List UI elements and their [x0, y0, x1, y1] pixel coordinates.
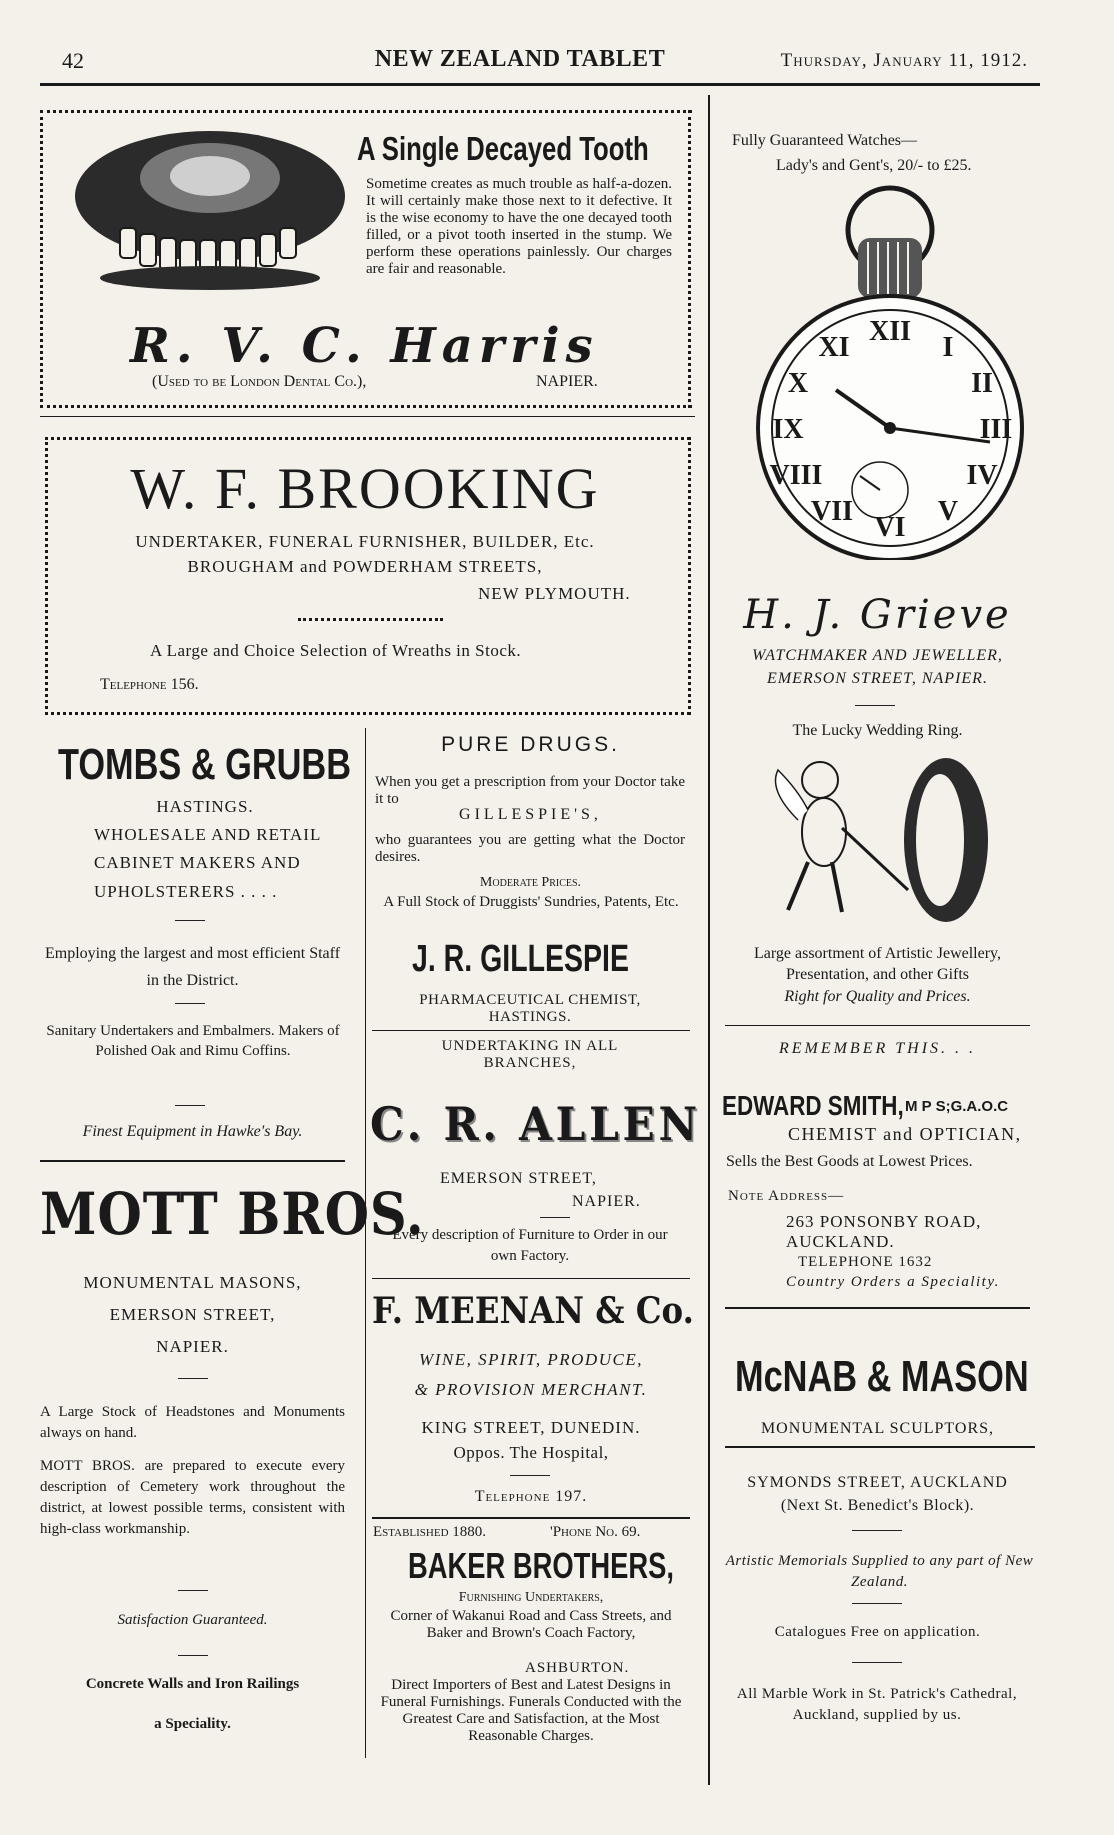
separator: [372, 1517, 690, 1519]
svg-text:II: II: [971, 368, 993, 399]
tombs-town: HASTINGS.: [156, 797, 254, 816]
baker-sub: Furnishing Undertakers,: [458, 1590, 604, 1605]
border-top: [40, 110, 692, 113]
mott-concrete-2: a Speciality.: [154, 1716, 231, 1732]
brooking-telephone: Telephone 156.: [100, 676, 199, 693]
harris-footer-right: NAPIER.: [536, 373, 598, 390]
allen-street: EMERSON STREET,: [440, 1170, 597, 1187]
grieve-street: EMERSON STREET, NAPIER.: [767, 670, 988, 687]
baker-address: Corner of Wakanui Road and Cass Streets, and Baker and Brown's Coach Factory,: [390, 1608, 672, 1641]
separator: [725, 1025, 1030, 1026]
short-rule: [540, 1217, 570, 1218]
separator: [725, 1307, 1030, 1309]
grieve-trade: WATCHMAKER AND JEWELLER,: [752, 647, 1003, 664]
svg-text:X: X: [787, 368, 809, 399]
mcnab-name: McNAB & MASON: [735, 1352, 1029, 1401]
baker-phone: 'Phone No. 69.: [550, 1524, 641, 1540]
header-rule: [40, 83, 1040, 86]
mott-line2: EMERSON STREET,: [109, 1305, 276, 1324]
harris-footer-left: (Used to be London Dental Co.),: [152, 373, 367, 390]
meenan-line1: WINE, SPIRIT, PRODUCE,: [419, 1350, 643, 1369]
short-rule: [178, 1590, 208, 1591]
baker-body: Direct Importers of Best and Latest Designs in Funeral Furnishings. Funerals Conducted with the Greatest Care and Satisfaction, at the Most Reasonable Charges.: [380, 1677, 682, 1744]
border-left: [40, 110, 43, 408]
grieve-name: H. J. Grieve: [743, 592, 1012, 638]
mott-line1: MONUMENTAL MASONS,: [83, 1273, 302, 1292]
grieve-watches-2: Lady's and Gent's, 20/- to £25.: [776, 157, 972, 174]
grieve-watches-1: Fully Guaranteed Watches—: [732, 132, 918, 149]
smith-sells: Sells the Best Goods at Lowest Prices.: [726, 1153, 973, 1170]
allen-desc: Every description of Furniture to Order in our own Factory.: [392, 1227, 668, 1264]
smith-address-1: 263 PONSONBY ROAD,: [786, 1212, 982, 1231]
mcnab-catalogues: Catalogues Free on application.: [774, 1624, 981, 1640]
mcnab-marble: All Marble Work in St. Patrick's Cathedral, Auckland, supplied by us.: [736, 1686, 1018, 1723]
mott-stock: A Large Stock of Headstones and Monuments always on hand.: [40, 1404, 345, 1441]
border-top: [45, 437, 690, 440]
smith-country: Country Orders a Speciality.: [786, 1274, 1000, 1290]
brooking-name: W. F. BROOKING: [130, 456, 600, 521]
short-rule: [178, 1655, 208, 1656]
border-right: [688, 437, 691, 715]
separator: [372, 1030, 690, 1031]
tombs-name: TOMBS & GRUBB: [58, 740, 351, 789]
masthead: NEW ZEALAND TABLET: [374, 46, 666, 72]
wedding-ring-illustration: [758, 750, 1008, 930]
short-rule: [852, 1662, 902, 1663]
gillespie-name-spaced: GILLESPIE'S,: [459, 806, 602, 823]
harris-name: R. V. C. Harris: [130, 318, 599, 374]
grieve-right: Right for Quality and Prices.: [784, 988, 971, 1005]
page-number: 42: [62, 48, 84, 73]
smith-name: EDWARD SMITH,: [722, 1090, 904, 1121]
grieve-ring: The Lucky Wedding Ring.: [792, 722, 963, 739]
gillespie-heading: PURE DRUGS.: [441, 733, 620, 756]
brooking-line1: UNDERTAKER, FUNERAL FURNISHER, BUILDER, Etc.: [135, 532, 595, 551]
svg-text:IV: IV: [966, 460, 998, 491]
svg-text:XI: XI: [818, 332, 850, 363]
svg-text:I: I: [942, 332, 954, 363]
mott-name: MOTT BROS.: [40, 1180, 425, 1248]
tombs-line1: WHOLESALE AND RETAIL: [94, 825, 322, 844]
mott-prepared: MOTT BROS. are prepared to execute every description of Cemetery work throughout the district, at lowest possible terms, consistent with high-class workmanship.: [40, 1458, 345, 1537]
mcnab-address: SYMONDS STREET, AUCKLAND: [747, 1474, 1008, 1491]
smith-quals: M P S;G.A.O.C: [905, 1098, 1009, 1115]
mott-satisfaction: Satisfaction Guaranteed.: [117, 1612, 268, 1628]
meenan-address: KING STREET, DUNEDIN.: [421, 1418, 641, 1437]
gillespie-title: PHARMACEUTICAL CHEMIST, HASTINGS.: [419, 992, 641, 1025]
separator: [725, 1446, 1035, 1448]
brooking-line3: NEW PLYMOUTH.: [478, 584, 631, 603]
grieve-assortment: Large assortment of Artistic Jewellery, Presentation, and other Gifts: [753, 945, 1002, 983]
smith-note: Note Address—: [728, 1188, 845, 1204]
baker-name: BAKER BROTHERS,: [408, 1545, 675, 1586]
meenan-line2: & PROVISION MERCHANT.: [414, 1380, 648, 1399]
short-rule: [852, 1530, 902, 1531]
border-right: [688, 110, 691, 408]
svg-text:V: V: [937, 496, 959, 527]
column-divider-right: [708, 95, 710, 1785]
gillespie-stock: A Full Stock of Druggists' Sundries, Patents, Etc.: [383, 894, 679, 910]
border-bottom: [40, 405, 692, 408]
smith-telephone: TELEPHONE 1632: [798, 1254, 933, 1270]
svg-text:IX: IX: [772, 414, 804, 445]
brooking-line2: BROUGHAM and POWDERHAM STREETS,: [187, 557, 543, 576]
border-bottom: [45, 712, 690, 715]
tombs-line2: CABINET MAKERS AND: [94, 853, 301, 872]
mcnab-next: (Next St. Benedict's Block).: [780, 1497, 975, 1514]
gillespie-p1: When you get a prescription from your Doctor take it to: [375, 774, 685, 807]
ornament: [298, 618, 443, 621]
issue-date: Thursday, January 11, 1912.: [780, 50, 1028, 71]
tombs-equipment: Finest Equipment in Hawke's Bay.: [82, 1123, 303, 1140]
smith-trade: CHEMIST and OPTICIAN,: [788, 1124, 1022, 1144]
pocket-watch-illustration: [750, 180, 1030, 560]
baker-town: ASHBURTON.: [525, 1660, 630, 1676]
svg-text:XII: XII: [868, 316, 912, 347]
separator: [40, 1160, 345, 1162]
svg-text:III: III: [979, 414, 1013, 445]
separator: [40, 416, 695, 417]
tombs-sanitary: Sanitary Undertakers and Embalmers. Makers of Polished Oak and Rimu Coffins.: [46, 1023, 340, 1059]
allen-town: NAPIER.: [572, 1193, 641, 1210]
meenan-oppos: Oppos. The Hospital,: [453, 1443, 609, 1462]
tombs-staff: Employing the largest and most efficient Staff in the District.: [44, 945, 341, 989]
mott-line3: NAPIER.: [156, 1337, 229, 1356]
svg-text:VIII: VIII: [769, 460, 823, 491]
short-rule: [510, 1475, 550, 1476]
svg-text:VI: VI: [874, 512, 906, 543]
meenan-telephone: Telephone 197.: [474, 1488, 588, 1505]
smith-remember: REMEMBER THIS. . .: [778, 1040, 977, 1057]
allen-name: C. R. ALLEN: [370, 1097, 701, 1151]
brooking-wreaths: A Large and Choice Selection of Wreaths in Stock.: [150, 641, 522, 660]
separator: [372, 1278, 690, 1279]
baker-established: Established 1880.: [373, 1524, 487, 1540]
gillespie-prices: Moderate Prices.: [479, 875, 582, 890]
dentures-illustration: [60, 118, 350, 293]
harris-body: Sometime creates as much trouble as half-a-dozen. It will certainly make those next to it defective. It is the wise economy to have the one decayed tooth filled, or a pivot tooth inserted in the stump. We perform these operations painlessly. Our charges are fair and reasonable.: [366, 176, 672, 277]
harris-headline: A Single Decayed Tooth: [357, 130, 649, 167]
short-rule: [855, 705, 895, 706]
short-rule: [178, 1378, 208, 1379]
short-rule: [175, 920, 205, 921]
short-rule: [175, 1003, 205, 1004]
gillespie-p2: who guarantees you are getting what the Doctor desires.: [375, 832, 685, 865]
gillespie-name: J. R. GILLESPIE: [412, 938, 629, 980]
svg-text:VII: VII: [810, 496, 854, 527]
smith-address-2: AUCKLAND.: [786, 1232, 895, 1251]
short-rule: [175, 1105, 205, 1106]
mott-concrete-1: Concrete Walls and Iron Railings: [85, 1676, 300, 1692]
allen-heading: UNDERTAKING IN ALL BRANCHES,: [441, 1038, 619, 1071]
meenan-name: F. MEENAN & Co.: [372, 1290, 694, 1332]
border-left: [45, 437, 48, 715]
tombs-line3: UPHOLSTERERS . . . .: [94, 882, 278, 901]
short-rule: [852, 1603, 902, 1604]
mcnab-artistic: Artistic Memorials Supplied to any part of New Zealand.: [725, 1553, 1034, 1590]
mcnab-trade: MONUMENTAL SCULPTORS,: [760, 1420, 995, 1437]
